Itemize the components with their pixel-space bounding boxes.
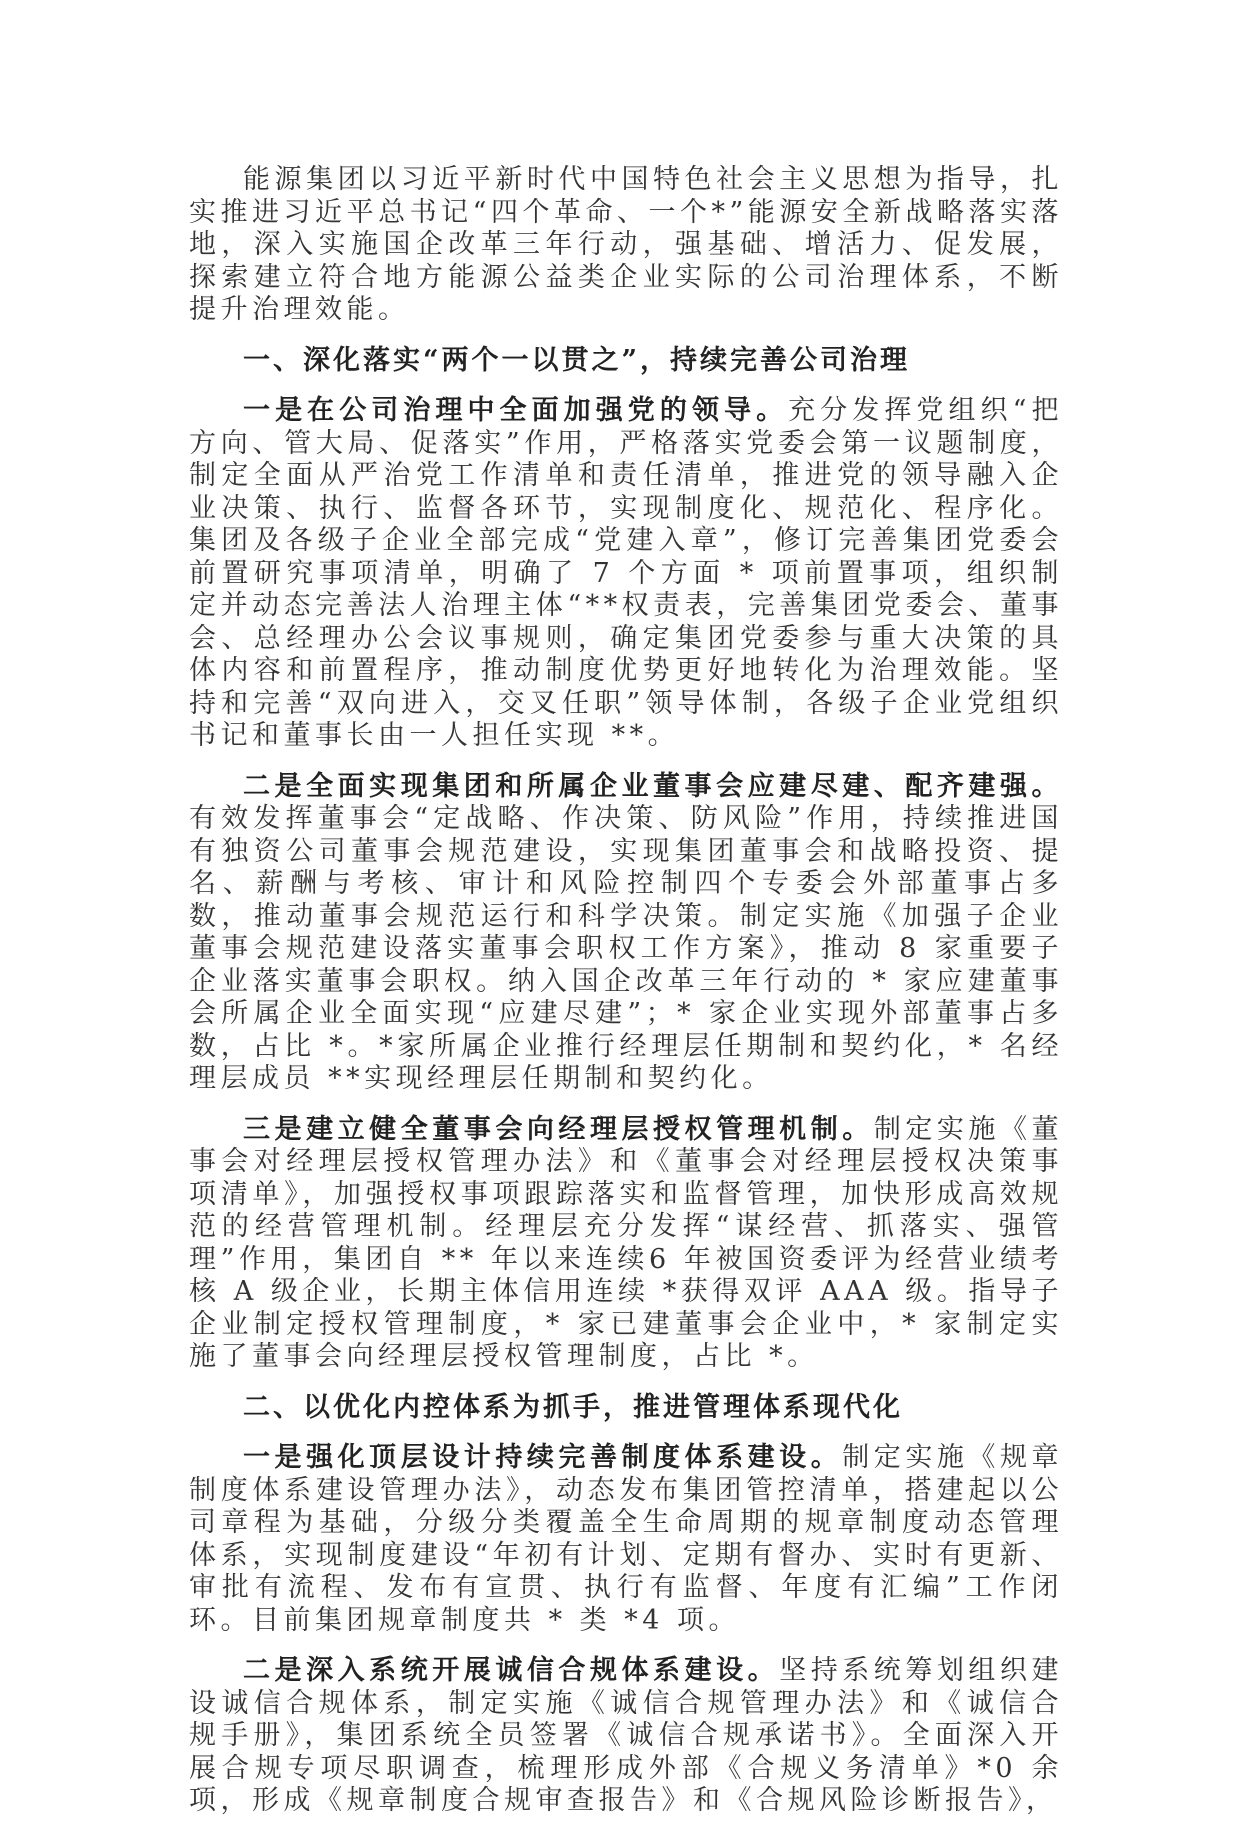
paragraph-lead: 二是深入系统开展诚信合规体系建设。 (243, 1655, 780, 1686)
paragraph-body: 坚持系统筹划组织建设诚信合规体系，制定实施《诚信合规管理办法》和《诚信合规手册》，集团系统全员签署《诚信合规承诺书》。全面深入开展合规专项尽职调查，梳理形成外部《合规义务清单》*0 余项，形成《规章制度合规审查报告》和《合规风险诊断报告》， (189, 1655, 1064, 1816)
paragraph (189, 1655, 1063, 1818)
paragraph (189, 1442, 1063, 1637)
paragraph (189, 395, 1063, 753)
paragraph (189, 1114, 1063, 1374)
document-page (189, 164, 1063, 1836)
paragraph-body: 制定实施《规章制度体系建设管理办法》，动态发布集团管控清单，搭建起以公司章程为基础，分级分类覆盖全生命周期的规章制度动态管理体系，实现制度建设“年初有计划、定期有督办、实时有更新、审批有流程、发布有宣贯、执行有监督、年度有汇编”工作闭环。目前集团规章制度共 * 类 *4 项。 (189, 1442, 1064, 1636)
section-heading-2: 二、以优化内控体系为抓手，推进管理体系现代化 (243, 1391, 903, 1423)
paragraph-lead: 三是建立健全董事会向经理层授权管理机制。 (243, 1113, 874, 1145)
paragraph-lead: 一是在公司治理中全面加强党的领导。 (243, 395, 789, 426)
paragraph-lead: 二是全面实现集团和所属企业董事会应建尽建、配齐建强。 (243, 770, 1063, 802)
section-heading-1: 一、深化落实“两个一以贯之”，持续完善公司治理 (243, 344, 911, 376)
paragraph (189, 771, 1063, 1096)
intro-paragraph: 能源集团以习近平新时代中国特色社会主义思想为指导，扎实推进习近平总书记“四个革命、一个*”能源安全新战略落实落地，深入实施国企改革三年行动，强基础、增活力、促发展，探索建立符合地方能源公益类企业实际的公司治理体系，不断提升治理效能。 (189, 164, 1063, 325)
paragraph-lead: 一是强化顶层设计持续完善制度体系建设。 (243, 1442, 843, 1473)
paragraph-body: 制定实施《董事会对经理层授权管理办法》和《董事会对经理层授权决策事项清单》，加强授权事项跟踪落实和监督管理，加快形成高效规范的经营管理机制。经理层充分发挥“谋经营、抓落实、强管理”作用，集团自 ** 年以来连续6 年被国资委评为经营业绩考核 A 级企业，长期主体信用连续 *获得双评 AAA 级。指导子企业制定授权管理制度，* 家已建董事会企业中，* 家制定实施了董事会向经理层授权管理制度，占比 *。 (189, 1113, 1064, 1372)
paragraph-body: 有效发挥董事会“定战略、作决策、防风险”作用，持续推进国有独资公司董事会规范建设，实现集团董事会和战略投资、提名、薪酬与考核、审计和风险控制四个专委会外部董事占多数，推动董事会规范运行和科学决策。制定实施《加强子企业董事会规范建设落实董事会职权工作方案》，推动 8 家重要子企业落实董事会职权。纳入国企改革三年行动的 * 家应建董事会所属企业全面实现“应建尽建”；* 家企业实现外部董事占多数，占比 *。*家所属企业推行经理层任期制和契约化，* 名经理层成员 **实现经理层任期制和契约化。 (189, 803, 1063, 1094)
paragraph-body: 充分发挥党组织“把方向、管大局、促落实”作用，严格落实党委会第一议题制度，制定全面从严治党工作清单和责任清单，推进党的领导融入企业决策、执行、监督各环节，实现制度化、规范化、程序化。集团及各级子企业全部完成“党建入章”，修订完善集团党委会前置研究事项清单，明确了 7 个方面 * 项前置事项，组织制定并动态完善法人治理主体“**权责表，完善集团党委会、董事会、总经理办公会议事规则，确定集团党委参与重大决策的具体内容和前置程序，推动制度优势更好地转化为治理效能。坚持和完善“双向进入，交叉任职”领导体制，各级子企业党组织书记和董事长由一人担任实现 **。 (189, 395, 1063, 751)
